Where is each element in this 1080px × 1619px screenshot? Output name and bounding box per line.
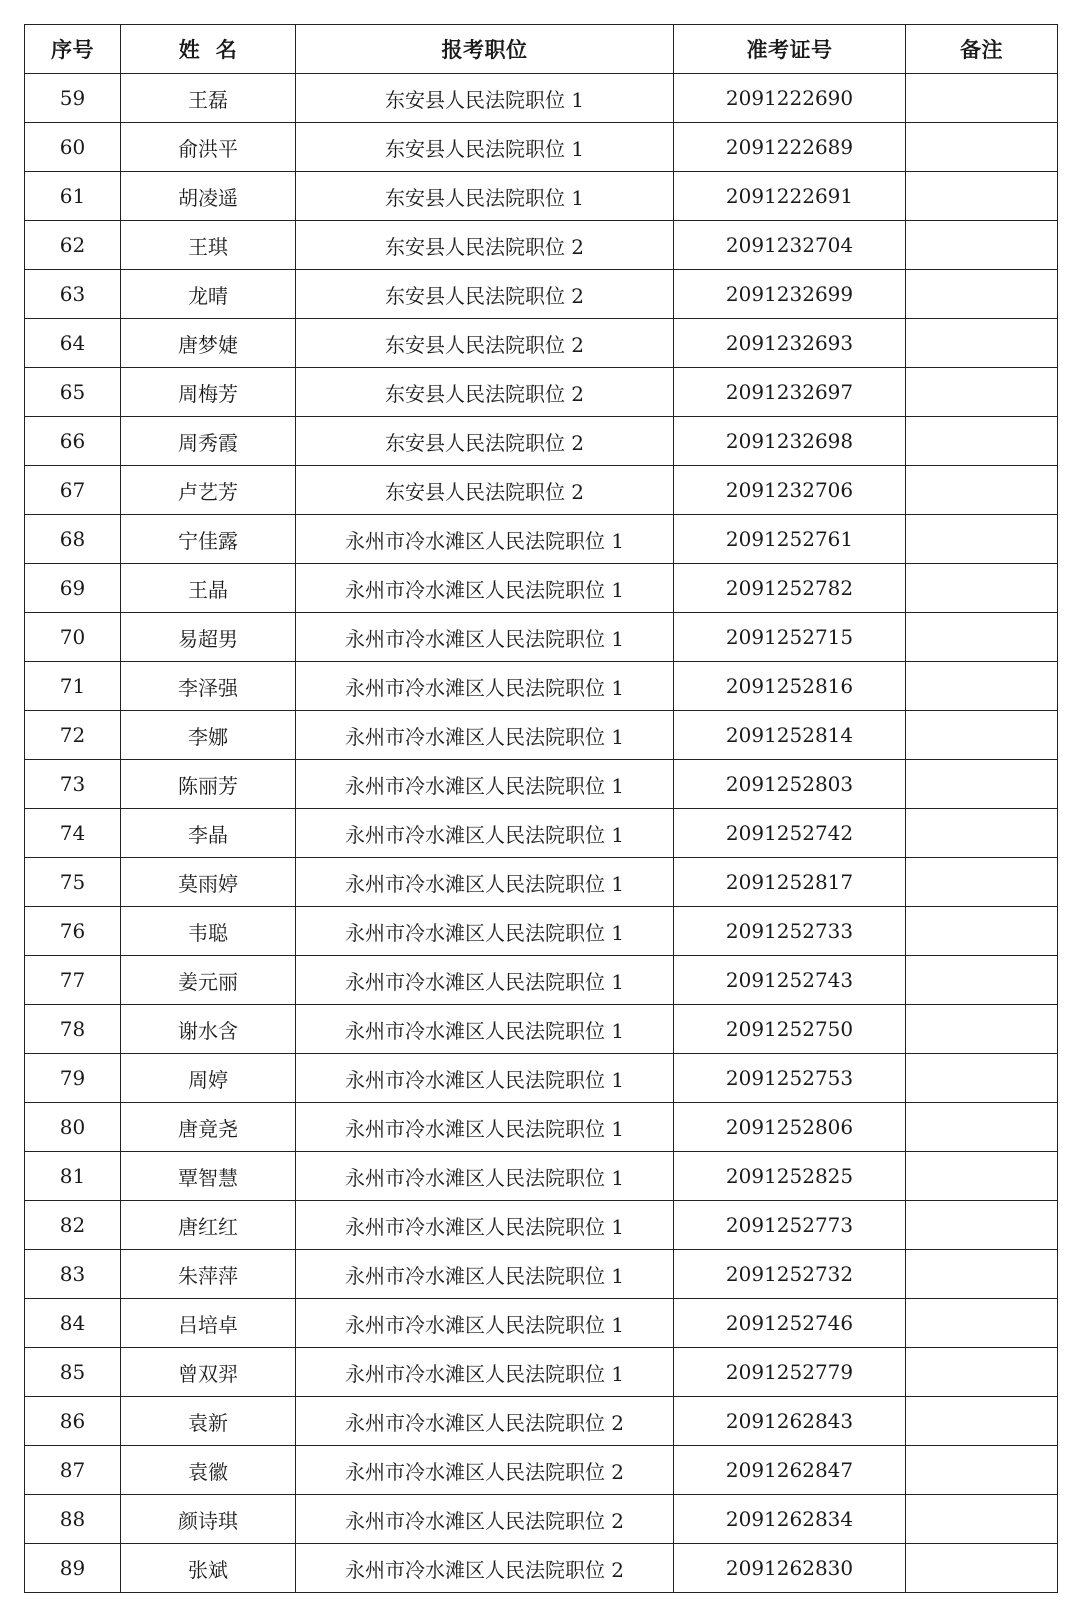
cell-note — [906, 466, 1058, 515]
cell-name: 韦聪 — [121, 907, 296, 956]
table-row — [25, 1201, 1058, 1250]
cell-seq: 79 — [25, 1054, 121, 1103]
table-row — [25, 270, 1058, 319]
cell-position: 永州市冷水滩区人民法院职位 2 — [296, 1397, 674, 1446]
roster-sheet — [24, 24, 1057, 1593]
cell-exam-id: 2091252746 — [674, 1299, 906, 1348]
cell-name: 唐竟尧 — [121, 1103, 296, 1152]
cell-note — [906, 662, 1058, 711]
cell-position: 永州市冷水滩区人民法院职位 2 — [296, 1544, 674, 1593]
cell-exam-id: 2091252773 — [674, 1201, 906, 1250]
cell-position: 永州市冷水滩区人民法院职位 1 — [296, 711, 674, 760]
cell-seq: 70 — [25, 613, 121, 662]
table-row — [25, 858, 1058, 907]
cell-name: 俞洪平 — [121, 123, 296, 172]
cell-seq: 83 — [25, 1250, 121, 1299]
cell-seq: 89 — [25, 1544, 121, 1593]
cell-seq: 80 — [25, 1103, 121, 1152]
cell-exam-id: 2091262847 — [674, 1446, 906, 1495]
cell-seq: 61 — [25, 172, 121, 221]
cell-exam-id: 2091262830 — [674, 1544, 906, 1593]
cell-name: 唐红红 — [121, 1201, 296, 1250]
cell-seq: 74 — [25, 809, 121, 858]
cell-name: 颜诗琪 — [121, 1495, 296, 1544]
cell-exam-id: 2091252761 — [674, 515, 906, 564]
cell-exam-id: 2091252814 — [674, 711, 906, 760]
cell-note — [906, 1495, 1058, 1544]
cell-note — [906, 1544, 1058, 1593]
cell-name: 吕培卓 — [121, 1299, 296, 1348]
table-row — [25, 1152, 1058, 1201]
cell-name: 周梅芳 — [121, 368, 296, 417]
cell-note — [906, 858, 1058, 907]
cell-note — [906, 123, 1058, 172]
cell-position: 永州市冷水滩区人民法院职位 1 — [296, 760, 674, 809]
cell-note — [906, 172, 1058, 221]
cell-name: 莫雨婷 — [121, 858, 296, 907]
cell-note — [906, 1005, 1058, 1054]
cell-note — [906, 515, 1058, 564]
cell-name: 李娜 — [121, 711, 296, 760]
cell-position: 永州市冷水滩区人民法院职位 1 — [296, 515, 674, 564]
cell-exam-id: 2091232699 — [674, 270, 906, 319]
table-row — [25, 613, 1058, 662]
cell-position: 东安县人民法院职位 2 — [296, 417, 674, 466]
cell-position: 永州市冷水滩区人民法院职位 1 — [296, 1103, 674, 1152]
cell-name: 李晶 — [121, 809, 296, 858]
cell-name: 袁新 — [121, 1397, 296, 1446]
table-row — [25, 515, 1058, 564]
cell-position: 永州市冷水滩区人民法院职位 1 — [296, 1250, 674, 1299]
table-row — [25, 711, 1058, 760]
cell-name: 卢艺芳 — [121, 466, 296, 515]
cell-exam-id: 2091232704 — [674, 221, 906, 270]
cell-name: 周婷 — [121, 1054, 296, 1103]
cell-exam-id: 2091252782 — [674, 564, 906, 613]
cell-note — [906, 956, 1058, 1005]
table-row — [25, 1348, 1058, 1397]
header-row — [25, 25, 1058, 74]
table-row — [25, 1495, 1058, 1544]
cell-position: 东安县人民法院职位 1 — [296, 74, 674, 123]
cell-exam-id: 2091232706 — [674, 466, 906, 515]
table-row — [25, 466, 1058, 515]
cell-position: 永州市冷水滩区人民法院职位 1 — [296, 1152, 674, 1201]
cell-position: 永州市冷水滩区人民法院职位 1 — [296, 907, 674, 956]
table-row — [25, 1544, 1058, 1593]
cell-position: 永州市冷水滩区人民法院职位 2 — [296, 1495, 674, 1544]
cell-name: 龙晴 — [121, 270, 296, 319]
cell-exam-id: 2091252817 — [674, 858, 906, 907]
table-row — [25, 1397, 1058, 1446]
cell-seq: 75 — [25, 858, 121, 907]
table-row — [25, 368, 1058, 417]
cell-seq: 64 — [25, 319, 121, 368]
cell-name: 曾双羿 — [121, 1348, 296, 1397]
cell-seq: 72 — [25, 711, 121, 760]
cell-seq: 85 — [25, 1348, 121, 1397]
cell-name: 李泽强 — [121, 662, 296, 711]
table-row — [25, 172, 1058, 221]
cell-seq: 60 — [25, 123, 121, 172]
cell-position: 永州市冷水滩区人民法院职位 1 — [296, 1201, 674, 1250]
table-header — [25, 25, 1058, 74]
cell-exam-id: 2091252806 — [674, 1103, 906, 1152]
cell-name: 姜元丽 — [121, 956, 296, 1005]
table-row — [25, 662, 1058, 711]
cell-name: 覃智慧 — [121, 1152, 296, 1201]
cell-position: 东安县人民法院职位 1 — [296, 172, 674, 221]
table-row — [25, 1103, 1058, 1152]
cell-position: 东安县人民法院职位 1 — [296, 123, 674, 172]
cell-note — [906, 564, 1058, 613]
cell-seq: 81 — [25, 1152, 121, 1201]
cell-exam-id: 2091252803 — [674, 760, 906, 809]
cell-position: 东安县人民法院职位 2 — [296, 270, 674, 319]
cell-note — [906, 1397, 1058, 1446]
cell-name: 张斌 — [121, 1544, 296, 1593]
cell-note — [906, 270, 1058, 319]
cell-seq: 68 — [25, 515, 121, 564]
cell-seq: 86 — [25, 1397, 121, 1446]
cell-position: 东安县人民法院职位 2 — [296, 368, 674, 417]
cell-seq: 66 — [25, 417, 121, 466]
cell-exam-id: 2091252753 — [674, 1054, 906, 1103]
cell-position: 永州市冷水滩区人民法院职位 1 — [296, 1348, 674, 1397]
cell-note — [906, 417, 1058, 466]
cell-name: 谢水含 — [121, 1005, 296, 1054]
cell-position: 永州市冷水滩区人民法院职位 1 — [296, 613, 674, 662]
cell-position: 永州市冷水滩区人民法院职位 1 — [296, 1005, 674, 1054]
cell-name: 王晶 — [121, 564, 296, 613]
cell-seq: 59 — [25, 74, 121, 123]
cell-note — [906, 613, 1058, 662]
cell-seq: 67 — [25, 466, 121, 515]
cell-exam-id: 2091252733 — [674, 907, 906, 956]
cell-seq: 84 — [25, 1299, 121, 1348]
header-name: 姓 名 — [121, 25, 296, 74]
header-seq: 序号 — [25, 25, 121, 74]
cell-name: 易超男 — [121, 613, 296, 662]
cell-position: 东安县人民法院职位 2 — [296, 466, 674, 515]
table-row — [25, 907, 1058, 956]
cell-seq: 63 — [25, 270, 121, 319]
cell-seq: 73 — [25, 760, 121, 809]
table-row — [25, 123, 1058, 172]
cell-note — [906, 1103, 1058, 1152]
cell-position: 永州市冷水滩区人民法院职位 1 — [296, 662, 674, 711]
cell-seq: 71 — [25, 662, 121, 711]
cell-note — [906, 809, 1058, 858]
header-exam-id: 准考证号 — [674, 25, 906, 74]
cell-note — [906, 711, 1058, 760]
cell-position: 东安县人民法院职位 2 — [296, 221, 674, 270]
cell-note — [906, 74, 1058, 123]
cell-note — [906, 1152, 1058, 1201]
table-row — [25, 809, 1058, 858]
cell-seq: 88 — [25, 1495, 121, 1544]
cell-exam-id: 2091232693 — [674, 319, 906, 368]
cell-note — [906, 221, 1058, 270]
table-row — [25, 417, 1058, 466]
cell-seq: 87 — [25, 1446, 121, 1495]
cell-position: 永州市冷水滩区人民法院职位 1 — [296, 1054, 674, 1103]
table-row — [25, 956, 1058, 1005]
cell-seq: 69 — [25, 564, 121, 613]
cell-name: 胡凌遥 — [121, 172, 296, 221]
candidate-table — [24, 24, 1058, 1593]
table-row — [25, 74, 1058, 123]
cell-exam-id: 2091252825 — [674, 1152, 906, 1201]
cell-position: 永州市冷水滩区人民法院职位 1 — [296, 564, 674, 613]
cell-exam-id: 2091252816 — [674, 662, 906, 711]
cell-position: 永州市冷水滩区人民法院职位 1 — [296, 956, 674, 1005]
table-row — [25, 1250, 1058, 1299]
table-row — [25, 1005, 1058, 1054]
cell-exam-id: 2091232697 — [674, 368, 906, 417]
cell-note — [906, 1299, 1058, 1348]
cell-note — [906, 760, 1058, 809]
cell-exam-id: 2091252715 — [674, 613, 906, 662]
cell-exam-id: 2091252742 — [674, 809, 906, 858]
cell-position: 永州市冷水滩区人民法院职位 1 — [296, 809, 674, 858]
cell-exam-id: 2091252743 — [674, 956, 906, 1005]
cell-seq: 82 — [25, 1201, 121, 1250]
cell-note — [906, 1446, 1058, 1495]
table-row — [25, 1446, 1058, 1495]
cell-seq: 78 — [25, 1005, 121, 1054]
cell-exam-id: 2091262843 — [674, 1397, 906, 1446]
cell-name: 王琪 — [121, 221, 296, 270]
cell-name: 陈丽芳 — [121, 760, 296, 809]
cell-name: 袁徽 — [121, 1446, 296, 1495]
cell-position: 永州市冷水滩区人民法院职位 1 — [296, 1299, 674, 1348]
cell-exam-id: 2091262834 — [674, 1495, 906, 1544]
cell-position: 东安县人民法院职位 2 — [296, 319, 674, 368]
cell-seq: 77 — [25, 956, 121, 1005]
cell-name: 周秀霞 — [121, 417, 296, 466]
cell-note — [906, 1348, 1058, 1397]
cell-position: 永州市冷水滩区人民法院职位 1 — [296, 858, 674, 907]
cell-note — [906, 907, 1058, 956]
header-note: 备注 — [906, 25, 1058, 74]
cell-exam-id: 2091222690 — [674, 74, 906, 123]
cell-note — [906, 319, 1058, 368]
cell-exam-id: 2091252779 — [674, 1348, 906, 1397]
cell-note — [906, 1250, 1058, 1299]
table-row — [25, 1054, 1058, 1103]
table-row — [25, 1299, 1058, 1348]
cell-exam-id: 2091252750 — [674, 1005, 906, 1054]
cell-seq: 62 — [25, 221, 121, 270]
cell-note — [906, 1054, 1058, 1103]
table-row — [25, 564, 1058, 613]
cell-note — [906, 1201, 1058, 1250]
cell-note — [906, 368, 1058, 417]
table-row — [25, 221, 1058, 270]
cell-seq: 76 — [25, 907, 121, 956]
cell-exam-id: 2091232698 — [674, 417, 906, 466]
table-row — [25, 760, 1058, 809]
cell-name: 唐梦婕 — [121, 319, 296, 368]
cell-seq: 65 — [25, 368, 121, 417]
cell-position: 永州市冷水滩区人民法院职位 2 — [296, 1446, 674, 1495]
header-position: 报考职位 — [296, 25, 674, 74]
cell-exam-id: 2091222689 — [674, 123, 906, 172]
table-body — [25, 74, 1058, 1593]
cell-name: 王磊 — [121, 74, 296, 123]
cell-exam-id: 2091252732 — [674, 1250, 906, 1299]
cell-name: 朱萍萍 — [121, 1250, 296, 1299]
cell-name: 宁佳露 — [121, 515, 296, 564]
cell-exam-id: 2091222691 — [674, 172, 906, 221]
table-row — [25, 319, 1058, 368]
